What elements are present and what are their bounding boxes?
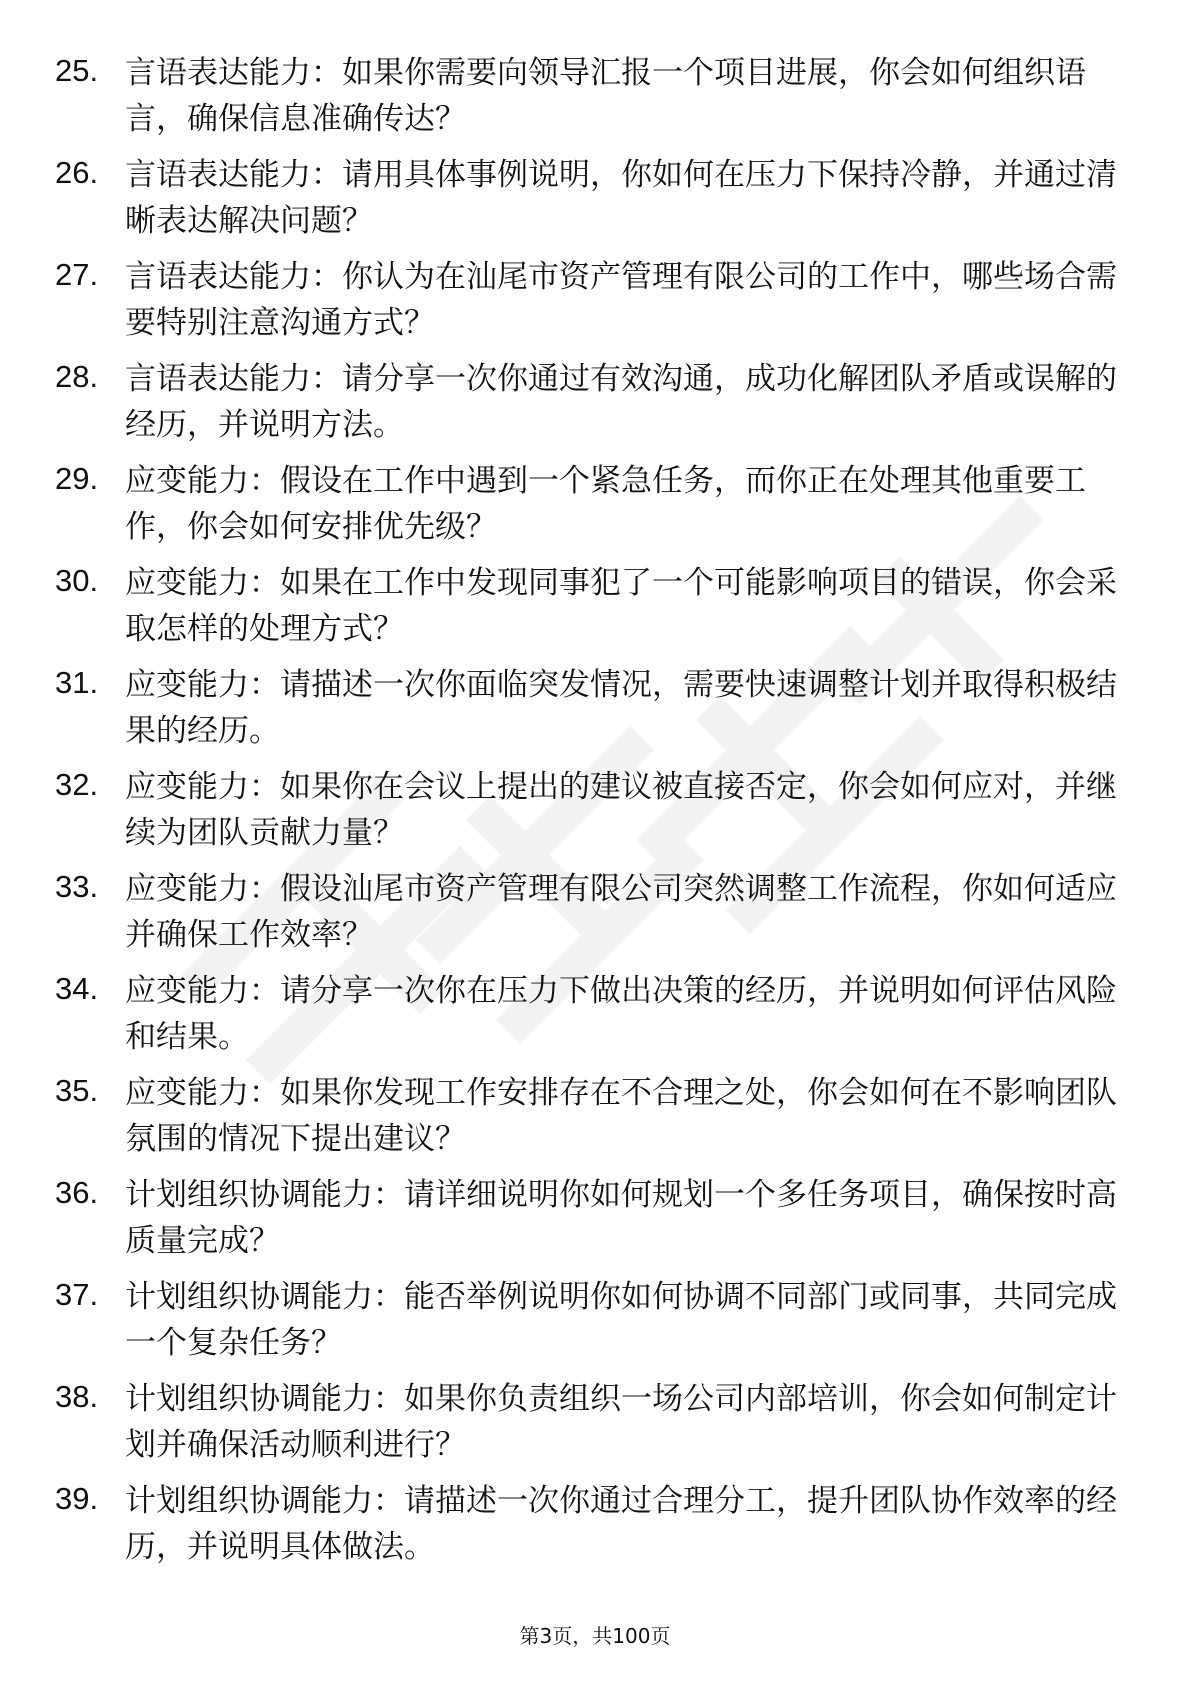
question-number: 36. — [55, 1175, 99, 1210]
question-number: 31. — [55, 665, 99, 700]
question-number: 27. — [55, 257, 99, 292]
question-text: 计划组织协调能力：请描述一次你通过合理分工，提升团队协作效率的经历，并说明具体做法。 — [125, 1483, 1117, 1565]
question-number: 29. — [55, 461, 99, 496]
question-number: 39. — [55, 1481, 99, 1516]
question-text: 应变能力：请分享一次你在压力下做出决策的经历，并说明如何评估风险和结果。 — [125, 973, 1117, 1055]
question-text: 应变能力：假设在工作中遇到一个紧急任务，而你正在处理其他重要工作，你会如何安排优先级？ — [125, 463, 1086, 545]
page-footer: 第3页，共100页 — [519, 1624, 671, 1648]
question-text: 应变能力：如果你发现工作安排存在不合理之处，你会如何在不影响团队氛围的情况下提出建议？ — [125, 1075, 1117, 1157]
question-text: 计划组织协调能力：请详细说明你如何规划一个多任务项目，确保按时高质量完成？ — [125, 1177, 1117, 1259]
question-text: 应变能力：请描述一次你面临突发情况，需要快速调整计划并取得积极结果的经历。 — [125, 667, 1117, 749]
question-text: 应变能力：如果在工作中发现同事犯了一个可能影响项目的错误，你会采取怎样的处理方式？ — [125, 565, 1117, 647]
question-text: 计划组织协调能力：如果你负责组织一场公司内部培训，你会如何制定计划并确保活动顺利进行？ — [125, 1381, 1117, 1463]
question-number: 37. — [55, 1277, 99, 1312]
question-text: 言语表达能力：请分享一次你通过有效沟通，成功化解团队矛盾或误解的经历，并说明方法。 — [125, 361, 1117, 443]
question-number: 25. — [55, 53, 99, 88]
question-item — [55, 1170, 1135, 1272]
question-list — [55, 48, 1135, 1578]
question-text: 言语表达能力：请用具体事例说明，你如何在压力下保持冷静，并通过清晰表达解决问题？ — [125, 157, 1117, 239]
question-number: 30. — [55, 563, 99, 598]
question-item — [55, 660, 1135, 762]
question-item — [55, 762, 1135, 864]
question-item — [55, 1272, 1135, 1374]
question-item — [55, 558, 1135, 660]
question-number: 32. — [55, 767, 99, 802]
question-text: 应变能力：假设汕尾市资产管理有限公司突然调整工作流程，你如何适应并确保工作效率？ — [125, 871, 1117, 953]
question-number: 26. — [55, 155, 99, 190]
question-number: 38. — [55, 1379, 99, 1414]
question-text: 应变能力：如果你在会议上提出的建议被直接否定，你会如何应对，并继续为团队贡献力量？ — [125, 769, 1117, 851]
question-item — [55, 1068, 1135, 1170]
question-item — [55, 354, 1135, 456]
question-item — [55, 48, 1135, 150]
question-item — [55, 150, 1135, 252]
question-item — [55, 864, 1135, 966]
question-text: 言语表达能力：如果你需要向领导汇报一个项目进展，你会如何组织语言，确保信息准确传达？ — [125, 55, 1086, 137]
question-item — [55, 252, 1135, 354]
question-number: 34. — [55, 971, 99, 1006]
question-item — [55, 966, 1135, 1068]
question-item — [55, 1374, 1135, 1476]
question-text: 计划组织协调能力：能否举例说明你如何协调不同部门或同事，共同完成一个复杂任务？ — [125, 1279, 1117, 1361]
question-item — [55, 1476, 1135, 1578]
question-number: 28. — [55, 359, 99, 394]
question-text: 言语表达能力：你认为在汕尾市资产管理有限公司的工作中，哪些场合需要特别注意沟通方式？ — [125, 259, 1117, 341]
question-number: 35. — [55, 1073, 99, 1108]
question-item — [55, 456, 1135, 558]
question-number: 33. — [55, 869, 99, 904]
